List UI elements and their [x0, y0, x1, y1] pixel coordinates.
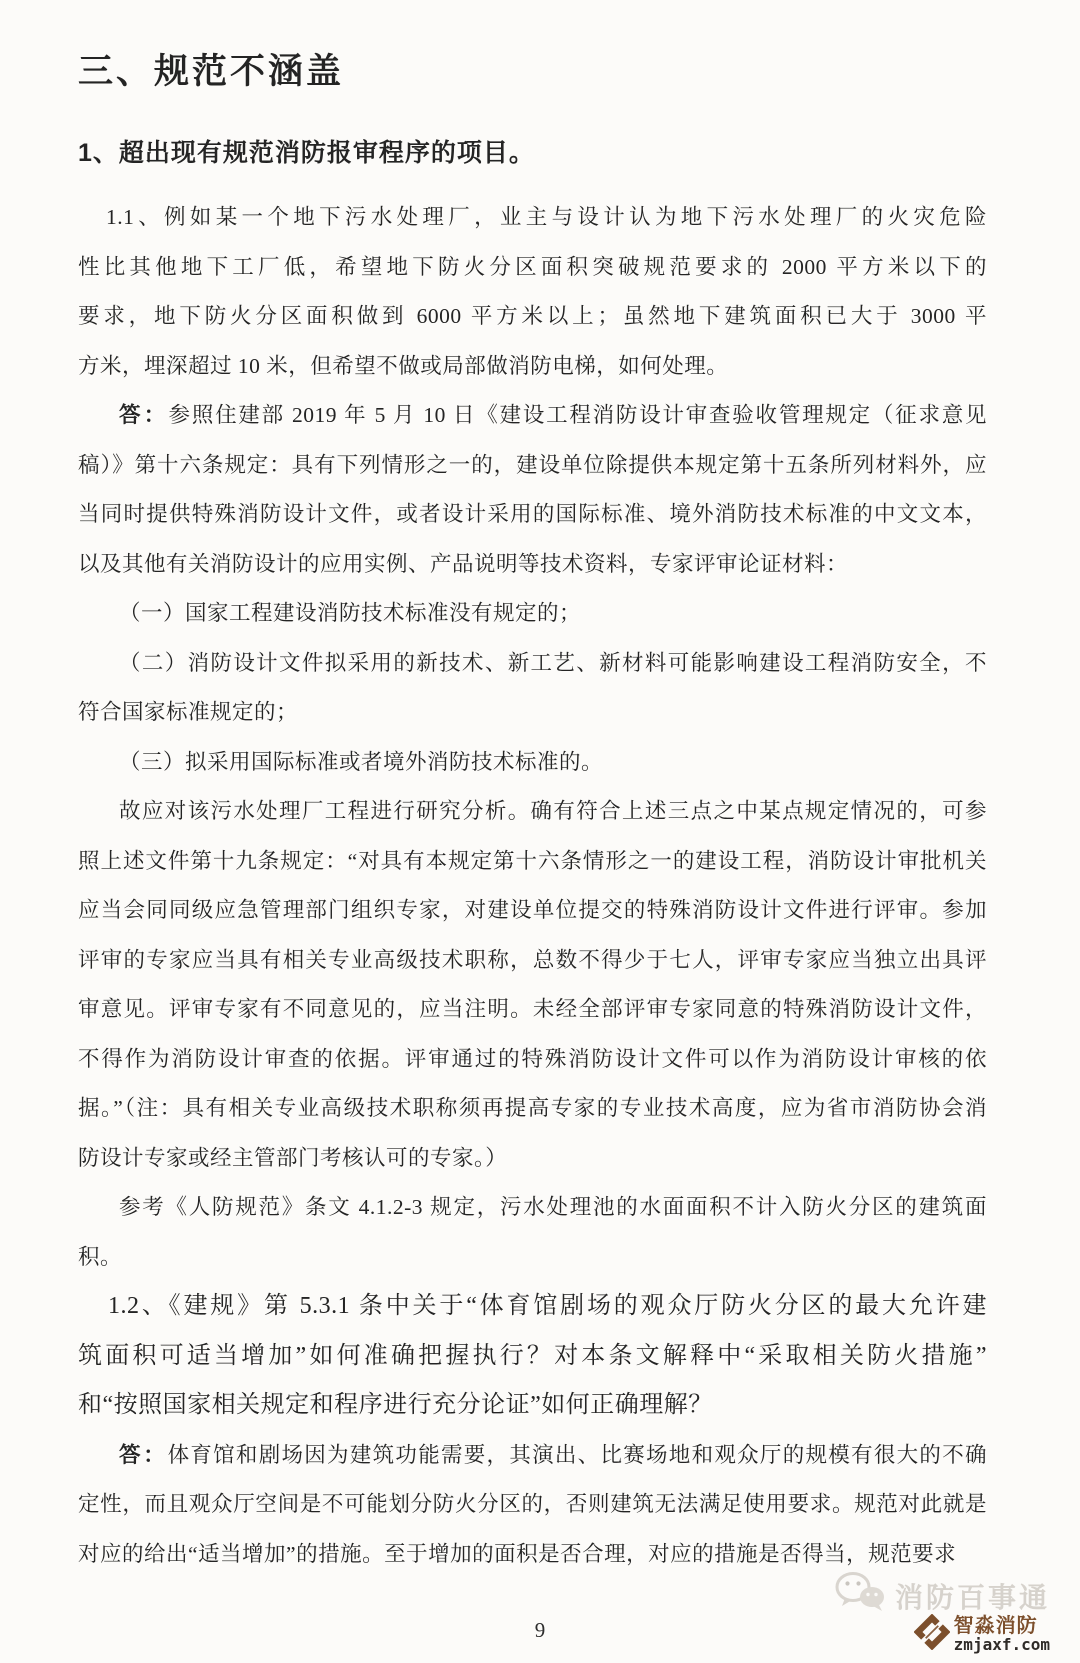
- text-line: 据。”（注：具有相关专业高级技术职称须再提高专家的专业技术高度，应为省市消防协会消: [78, 1096, 987, 1120]
- list-item-2: [78, 639, 987, 738]
- section-heading: [78, 49, 987, 95]
- text-line: （三）拟采用国际标准或者境外消防技术标准的。: [119, 749, 604, 774]
- text-line: 定性，而且观众厅空间是不可能划分防火分区的，否则建筑无法满足使用要求。规范对此就是: [78, 1492, 987, 1516]
- watermark-logo-text: 智淼消防: [953, 1614, 1038, 1637]
- text-line: 方米，埋深超过 10 米，但希望不做或局部做消防电梯，如何处理。: [78, 353, 729, 378]
- text-line: 1、超出现有规范消防报审程序的项目。: [78, 139, 535, 167]
- text-line: 1.2、《建规》第 5.3.1 条中关于“体育馆剧场的观众厅防火分区的最大允许建: [108, 1293, 987, 1319]
- list-item-3: [78, 738, 987, 788]
- text-line: 不得作为消防设计审查的依据。评审通过的特殊消防设计文件可以作为消防设计审核的依: [78, 1046, 987, 1071]
- text-line: 故应对该污水处理厂工程进行研究分析。确有符合上述三点之中某点规定情况的，可参: [119, 799, 987, 823]
- text-line: 对应的给出“适当增加”的措施。至于增加的面积是否合理，对应的措施是否得当，规范要求: [78, 1541, 957, 1566]
- text-line: 应当会同同级应急管理部门组织专家，对建设单位提交的特殊消防设计文件进行评审。参加: [78, 898, 987, 922]
- text-line: 以及其他有关消防设计的应用实例、产品说明等技术资料，专家评审论证材料：: [78, 551, 849, 576]
- para-answer-1: [78, 391, 987, 589]
- text-line: 符合国家标准规定的；: [78, 700, 299, 724]
- document-body: [0, 49, 1080, 1579]
- text-line: 要求，地下防火分区面积做到 6000 平方米以上；虽然地下建筑面积已大于 3000 平: [78, 304, 987, 328]
- text-line: 筑面积可适当增加”如何准确把握执行？对本条文解释中“采取相关防火措施”: [78, 1342, 987, 1369]
- list-item-1: [78, 589, 987, 639]
- text-line: 答：参照住建部 2019 年 5 月 10 日《建设工程消防设计审查验收管理规定（征求意见: [119, 403, 987, 427]
- subsection-heading: [78, 135, 987, 171]
- text-line: （二）消防设计文件拟采用的新技术、新工艺、新材料可能影响建设工程消防安全，不: [119, 650, 987, 675]
- text-line: 参考《人防规范》条文 4.1.2-3 规定，污水处理池的水面面积不计入防火分区的建筑面积。: [78, 1195, 987, 1269]
- text-line: 答：体育馆和剧场因为建筑功能需要，其演出、比赛场地和观众厅的规模有很大的不确: [119, 1442, 987, 1467]
- para-question-1-1: [78, 193, 987, 391]
- text-line: （一）国家工程建设消防技术标准没有规定的；: [119, 601, 582, 625]
- page-number: 9: [534, 1618, 546, 1642]
- para-answer-2: [78, 1431, 987, 1580]
- text-line: 照上述文件第十九条规定：“对具有本规定第十六条情形之一的建设工程，消防设计审批机关: [78, 848, 987, 873]
- text-line: 当同时提供特殊消防设计文件，或者设计采用的国际标准、境外消防技术标准的中文文本，: [78, 502, 987, 526]
- text-line: 1.1、例如某一个地下污水处理厂，业主与设计认为地下污水处理厂的火灾危险: [106, 205, 987, 229]
- text-line: 审意见。评审专家有不同意见的，应当注明。未经全部评审专家同意的特殊消防设计文件，: [78, 997, 987, 1021]
- para-question-1-2: [78, 1282, 987, 1431]
- text-line: 和“按照国家相关规定和程序进行充分论证”如何正确理解？: [78, 1392, 713, 1418]
- para-reference: [78, 1183, 987, 1282]
- para-analysis: [78, 787, 987, 1183]
- watermark-brand-text: 消防百事通: [894, 1581, 1050, 1613]
- text-line: 稿）》第十六条规定：具有下列情形之一的，建设单位除提供本规定第十五条所列材料外，应: [78, 452, 987, 477]
- text-line: 三、规范不涵盖: [78, 52, 345, 91]
- text-line: 评审的专家应当具有相关专业高级技术职称，总数不得少于七人，评审专家应当独立出具评: [78, 947, 987, 972]
- watermark-website: zmjaxf.com: [953, 1634, 1050, 1654]
- text-line: 性比其他地下工厂低，希望地下防火分区面积突破规范要求的 2000 平方米以下的: [78, 254, 987, 279]
- text-line: 防设计专家或经主管部门考核认可的专家。）: [78, 1145, 508, 1170]
